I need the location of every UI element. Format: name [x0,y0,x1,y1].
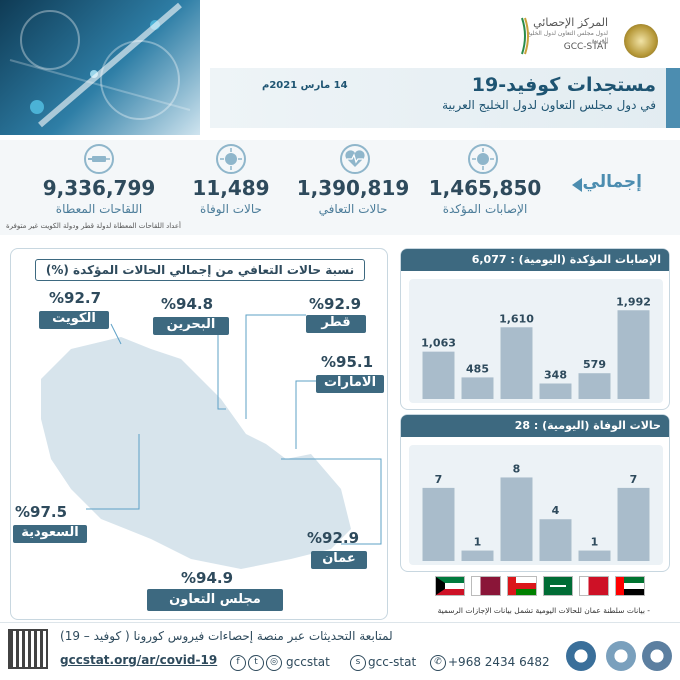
bar-label-5: 1,992 [616,295,651,309]
oman-label: عمان [311,551,367,569]
total-label: إجمالي [582,172,642,192]
qatar-flag-icon [471,576,501,596]
bar-5 [618,488,650,561]
totals-section [0,140,680,235]
bar-2 [501,477,533,561]
bar-0 [423,352,455,399]
bar-3 [540,383,572,399]
stat-confirmed-label: الإصابات المؤكدة [442,202,528,216]
twitter-icon[interactable]: t [248,655,264,671]
bar-label-4: 1 [590,535,599,549]
stat-confirmed-value: 1,465,850 [428,176,542,200]
gcc-stat-logo [510,6,670,56]
bar-label-1: 1 [473,535,482,549]
uae-flag-icon [615,576,645,596]
logo-text-en: GCC-STAT [563,42,608,52]
footer [0,622,680,680]
confirmed-chart-title: الإصابات المؤكدة (اليومية) : 6,077 [401,249,669,271]
stat-recovered-label: حالات التعافي [318,202,388,216]
kuwait-value: %92.7 [49,289,102,307]
virus-icon [216,144,246,174]
saudi-flag-icon [543,576,573,596]
bar-0 [423,488,455,561]
stat-vaccines-value: 9,336,799 [42,176,156,200]
stat-vaccines-label: اللقاحات المعطاة [55,202,143,216]
bahrain-value: %94.8 [161,295,214,313]
qatar-value: %92.9 [309,295,362,313]
flags-row [435,576,650,596]
tuv-badge-icon [642,641,672,671]
bar-4 [579,551,611,561]
report-date: 14 مارس 2021م [262,80,348,91]
bar-label-2: 1,610 [499,312,534,326]
phone-number[interactable]: +968 2434 6482 [448,655,550,669]
bar-label-0: 1,063 [421,336,456,350]
bar-1 [462,551,494,561]
confirmed-bar-chart [409,279,663,403]
confirmed-chart-panel [400,248,670,410]
covid-url-link[interactable]: gccstat.org/ar/covid-19 [60,653,218,667]
bar-label-1: 485 [466,362,489,376]
virus-icon [468,144,498,174]
bar-label-5: 7 [629,472,638,486]
uae-label: الامارات [316,375,384,393]
gcc-label: مجلس التعاون [147,589,283,611]
deaths-chart-title: حالات الوفاة (اليومية) : 28 [401,415,669,437]
bar-label-4: 579 [583,358,606,372]
facebook-icon[interactable]: f [230,655,246,671]
bar-label-3: 348 [544,368,567,382]
bar-label-3: 4 [551,504,560,518]
mark-badge-icon [606,641,636,671]
gcc-emblem-icon [624,24,658,58]
bar-1 [462,377,494,399]
bahrain-flag-icon [579,576,609,596]
logo-text-ar-sub: لدول مجلس التعاون لدول الخليج العربية [526,30,608,44]
bahrain-label: البحرين [153,317,229,335]
qr-code-icon[interactable] [8,629,48,669]
hero-image [0,0,200,135]
stat-recovered-value: 1,390,819 [296,176,410,200]
oman-flag-icon [507,576,537,596]
bar-4 [579,373,611,399]
follow-text: لمتابعة التحديثات عبر منصة إحصاءات فيروس كورونا ( كوفيد – 19) [60,629,393,643]
bar-label-2: 8 [512,462,521,476]
bar-2 [501,327,533,399]
page-subtitle: في دول مجلس التعاون لدول الخليج العربية [442,98,656,112]
recovery-map-panel [10,248,388,620]
skype-icon[interactable]: s [350,655,366,671]
vaccine-icon [84,144,114,174]
deaths-bar-chart [409,445,663,565]
heartbeat-icon [340,144,370,174]
confirmed-chart-area [409,279,663,403]
map-title: نسبة حالات التعافي من إجمالي الحالات المؤكدة (%) [35,259,365,281]
instagram-icon[interactable]: ◎ [266,655,282,671]
oman-value: %92.9 [307,529,360,547]
vaccine-note: أعداد اللقاحات المعطاة لدولة قطر ودولة الكويت غير متوفرة [6,222,181,230]
bar-3 [540,519,572,561]
logo-stripes-icon [520,16,530,56]
bar-label-0: 7 [434,472,443,486]
stat-deaths-label: حالات الوفاة [200,202,262,216]
deaths-chart-panel [400,414,670,572]
saudi-label: السعودية [13,525,87,543]
whatsapp-icon[interactable]: ✆ [430,655,446,671]
page-title: مستجدات كوفيد-19 [471,74,656,96]
kuwait-label: الكويت [39,311,109,329]
pointer-arrow-icon [572,178,582,192]
qatar-label: قطر [306,315,366,333]
skype-handle[interactable]: gcc-stat [368,655,417,669]
uae-value: %95.1 [321,353,374,371]
stat-deaths-value: 11,489 [192,176,270,200]
logo-text-ar: المركز الإحصائي [533,16,608,29]
saudi-value: %97.5 [15,503,68,521]
gcc-stat-badge-icon [566,641,596,671]
kuwait-flag-icon [435,576,465,596]
oman-note: - بيانات سلطنة عمان للحالات اليومية تشمل بيانات الإجازات الرسمية [437,606,650,615]
social-handle[interactable]: gccstat [286,655,330,669]
deaths-chart-area [409,445,663,565]
gcc-value: %94.9 [181,569,234,587]
bar-5 [618,310,650,399]
